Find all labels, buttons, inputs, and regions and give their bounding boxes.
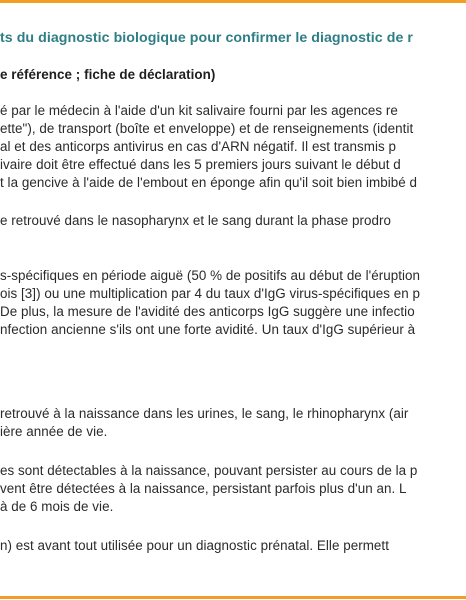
section-title: ts du diagnostic biologique pour confirmer le diagnostic de r [0,30,413,46]
paragraph-line: ois [3]) ou une multiplication par 4 du taux d'IgG virus-spécifiques en p [0,286,421,301]
paragraph-line: nfection ancienne s'ils ont une forte avidité. Un taux d'IgG supérieur à [0,322,416,337]
paragraph-line: t la gencive à l'aide de l'embout en éponge afin qu'il soit bien imbibé d [0,175,418,190]
paragraph-line: s-spécifiques en période aiguë (50 % de positifs au début de l'éruption [0,268,420,283]
paragraph-line: ette"), de transport (boîte et enveloppe) et de renseignements (identit [0,121,414,136]
paragraph-line: retrouvé à la naissance dans les urines, le sang, le rhinopharynx (air [0,406,409,421]
paragraph-line: à de 6 mois de vie. [0,499,114,514]
paragraph-line: e retrouvé dans le nasopharynx et le sang durant la phase prodro [0,213,392,228]
paragraph-line: es sont détectables à la naissance, pouvant persister au cours de la p [0,463,418,478]
paragraph-line: ière année de vie. [0,424,108,439]
paragraph-line: ivaire doit être effectué dans les 5 premiers jours suivant le début d [0,157,401,172]
section-subtitle: e référence ; fiche de déclaration) [0,67,216,82]
paragraph-line: al et des anticorps antivirus en cas d'ARN négatif. Il est transmis p [0,139,397,154]
paragraph-line: é par le médecin à l'aide d'un kit salivaire fourni par les agences re [0,103,398,118]
top-orange-rule [0,0,466,3]
bottom-orange-rule [0,596,466,599]
paragraph-line: n) est avant tout utilisée pour un diagnostic prénatal. Elle permett [0,538,389,553]
paragraph-line: De plus, la mesure de l'avidité des anticorps IgG suggère une infectio [0,304,415,319]
paragraph-line: vent être détectées à la naissance, persistant parfois plus d'un an. L [0,481,407,496]
